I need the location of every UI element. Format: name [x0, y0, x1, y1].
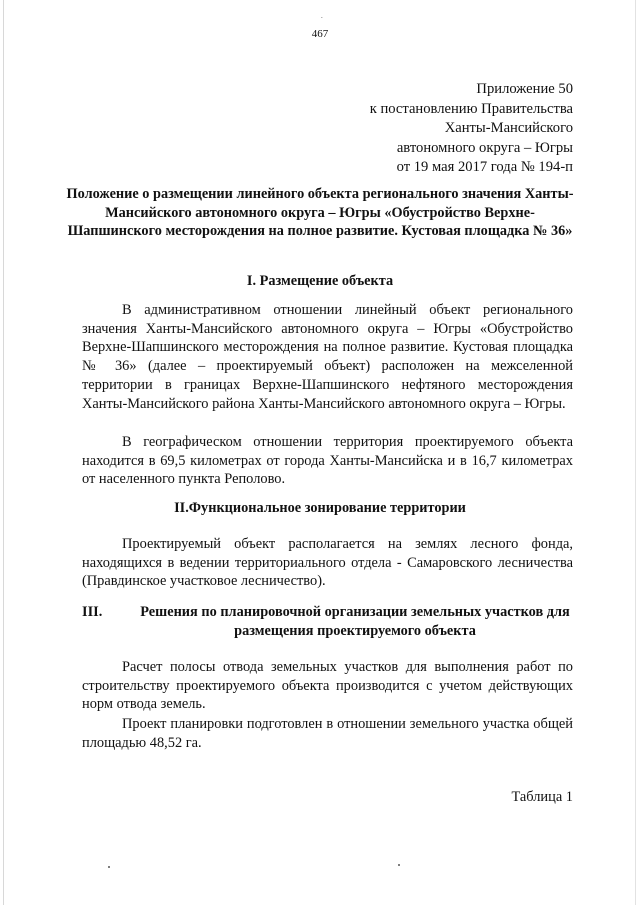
- section-1-paragraph-2: В географическом отношении территория проектируемого объекта находится в 69,5 километрах от города Ханты-Мансийска и в 16,7 километрах от населенного пункта Реполово.: [82, 434, 573, 488]
- section-1-paragraph-1: В административном отношении линейный объект регионального значения Ханты-Мансийского автономного округа – Югры «Обустройство Верхне-Шапшинского месторождения на полное развитие. Кустовая площадка № 36» (далее – проектируемый объект) расположен на межселенной территории в границах Верхне-Шапшинского нефтяного месторождения Ханты-Мансийского района Ханты-Мансийского автономного округа – Югры.: [82, 302, 573, 412]
- document-title: Положение о размещении линейного объекта регионального значения Ханты-Мансийского автономного округа – Югры «Обустройство Верхне-Шапшинского месторождения на полное развитие. Кустовая площадка № 36»: [66, 186, 574, 240]
- appendix-line: от 19 мая 2017 года № 194-п: [396, 159, 573, 176]
- section-3-paragraph-1: Расчет полосы отвода земельных участков для выполнения работ по строительству проектируемого объекта производится с учетом действующих норм отвода земель.: [82, 659, 573, 713]
- appendix-line: к постановлению Правительства: [369, 100, 573, 117]
- appendix-line: Приложение 50: [476, 81, 573, 97]
- scan-speck: .: [321, 12, 323, 20]
- appendix-line: автономного округа – Югры: [396, 139, 573, 156]
- section-1-heading: I. Размещение объекта: [246, 273, 394, 289]
- scan-edge-left: [3, 0, 4, 905]
- appendix-line: Ханты-Мансийского: [444, 120, 573, 137]
- scan-edge-right: [635, 0, 636, 905]
- scan-speck: [398, 864, 400, 866]
- scan-speck: [108, 866, 110, 868]
- table-label: Таблица 1: [511, 789, 573, 805]
- section-3-heading: Решения по планировочной организации земельных участков для размещения проектируемого объекта: [140, 604, 570, 639]
- section-2-paragraph-1: Проектируемый объект располагается на землях лесного фонда, находящихся в ведении территориального отдела - Самаровского лесничества (Правдинское участковое лесничество).: [82, 536, 573, 590]
- section-2-heading: II.Функциональное зонирование территории: [174, 500, 466, 516]
- section-3-number: III.: [82, 604, 103, 620]
- section-3-paragraph-2: Проект планировки подготовлен в отношении земельного участка общей площадью 48,52 га.: [82, 716, 573, 751]
- page-number: 467: [311, 28, 329, 40]
- appendix-header: [370, 80, 573, 178]
